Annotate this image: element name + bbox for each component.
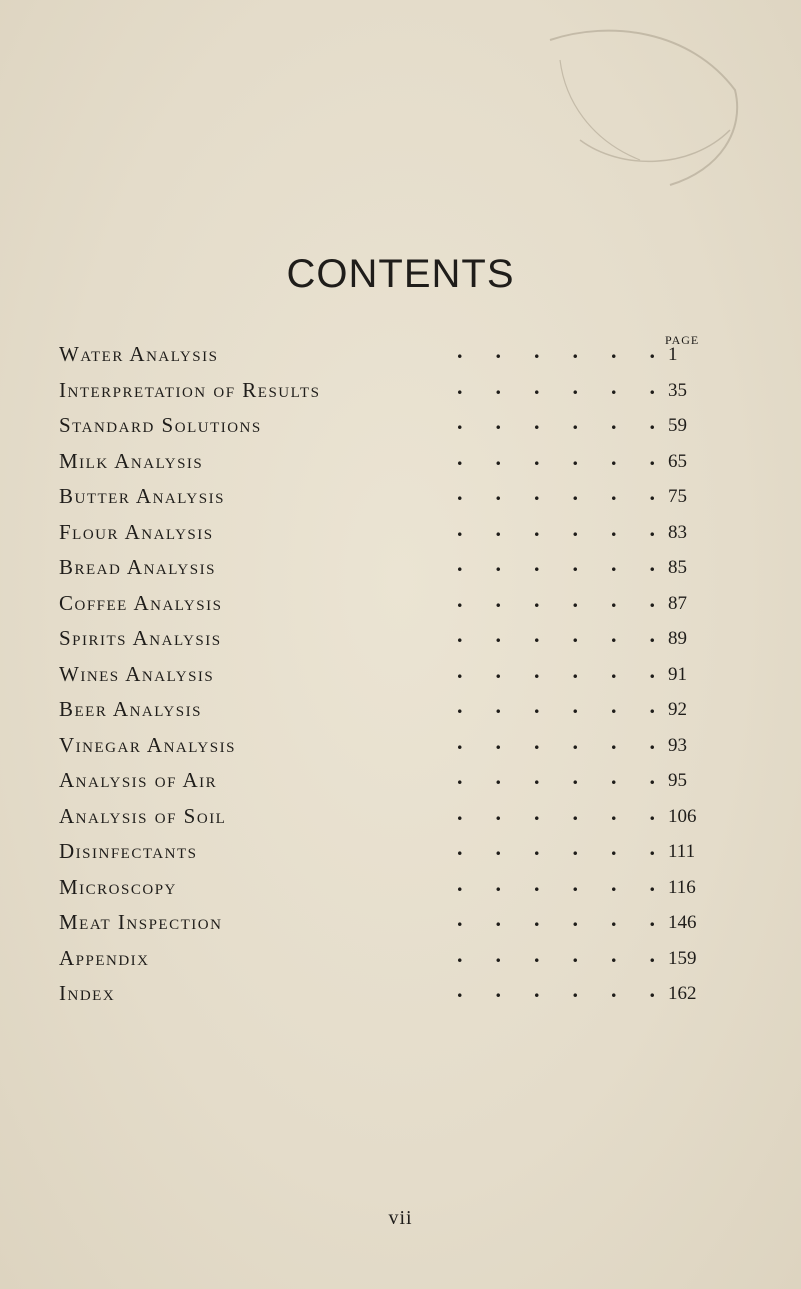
page-folio: vii [388,1207,413,1229]
entry-title: Spirits Analysis [59,626,222,650]
dot-leader: . . . . . . [457,586,655,612]
entry-page-number: 75 [668,486,687,507]
entry-page-number: 85 [668,557,687,578]
dot-leader: . . . . . . [457,515,655,541]
entry-page-number: 159 [668,947,697,969]
dot-leader: . . . . . . [457,373,655,399]
entry-title: Coffee Analysis [59,590,223,615]
entry-page-number: 91 [668,663,687,685]
entry-title: Bread Analysis [59,555,216,579]
entry-title: Meat Inspection [59,910,223,934]
entry-page-number: 65 [668,450,687,472]
contents-entry[interactable] [0,373,801,412]
dot-leader: . . . . . . [457,799,655,825]
entry-page-number: 111 [668,841,696,862]
page-title: CONTENTS [286,252,515,296]
dot-leader: . . . . . . [457,480,655,505]
contents-entry[interactable] [0,515,801,554]
entry-page-number: 87 [668,592,687,614]
entry-title: Index [59,981,116,1005]
contents-entry[interactable] [0,586,801,625]
entry-page-number: 93 [668,734,687,756]
dot-leader: . . . . . . [457,444,655,470]
entry-page-number: 83 [668,521,687,543]
entry-title: Standard Solutions [59,413,262,437]
dot-leader: . . . . . . [457,941,655,967]
dot-leader: . . . . . . [457,906,655,931]
contents-entry[interactable] [0,835,801,873]
contents-entry[interactable] [0,693,801,731]
entry-title: Microscopy [59,874,177,899]
dot-leader: . . . . . . [457,551,655,576]
entry-title: Vinegar Analysis [59,732,236,757]
contents-entry[interactable] [0,551,801,589]
entry-page-number: 146 [668,912,697,933]
contents-entry[interactable] [0,657,801,696]
contents-entry[interactable] [0,870,801,909]
contents-entry[interactable] [0,799,801,838]
dot-leader: . . . . . . [457,728,655,754]
entry-title: Analysis of Air [59,768,218,792]
contents-entry[interactable] [0,941,801,980]
dot-leader: . . . . . . [457,870,655,896]
page-column-header: PAGE [665,333,700,347]
entry-page-number: 162 [668,983,697,1004]
entry-page-number: 89 [668,628,687,649]
contents-entry[interactable] [0,764,801,802]
entry-page-number: 95 [668,770,687,791]
entry-page-number: 59 [668,415,687,436]
contents-entry[interactable] [0,728,801,767]
dot-leader: . . . . . . [457,622,655,647]
entry-title: Disinfectants [59,839,198,863]
contents-entry[interactable] [0,977,801,1015]
library-stamp-mark [520,20,750,200]
entry-page-number: 92 [668,699,687,720]
entry-title: Appendix [59,945,150,970]
dot-leader: . . . . . . [457,338,655,363]
entry-title: Wines Analysis [59,661,215,686]
entry-title: Flour Analysis [59,519,214,544]
dot-leader: . . . . . . [457,977,655,1002]
dot-leader: . . . . . . [457,409,655,434]
contents-entry[interactable] [0,480,801,518]
contents-entry[interactable] [0,622,801,660]
contents-entry[interactable] [0,409,801,447]
entry-page-number: 35 [668,379,687,401]
dot-leader: . . . . . . [457,764,655,789]
contents-entry[interactable] [0,906,801,944]
dot-leader: . . . . . . [457,835,655,860]
dot-leader: . . . . . . [457,693,655,718]
entry-title: Beer Analysis [59,697,202,721]
entry-title: Water Analysis [59,342,219,366]
entry-page-number: 1 [668,344,678,365]
entry-title: Butter Analysis [59,484,225,508]
entry-page-number: 116 [668,876,696,898]
entry-title: Milk Analysis [59,448,204,473]
dot-leader: . . . . . . [457,657,655,683]
entry-title: Analysis of Soil [59,803,227,828]
entry-page-number: 106 [668,805,697,827]
contents-entry[interactable] [0,444,801,483]
entry-title: Interpretation of Results [59,377,321,402]
